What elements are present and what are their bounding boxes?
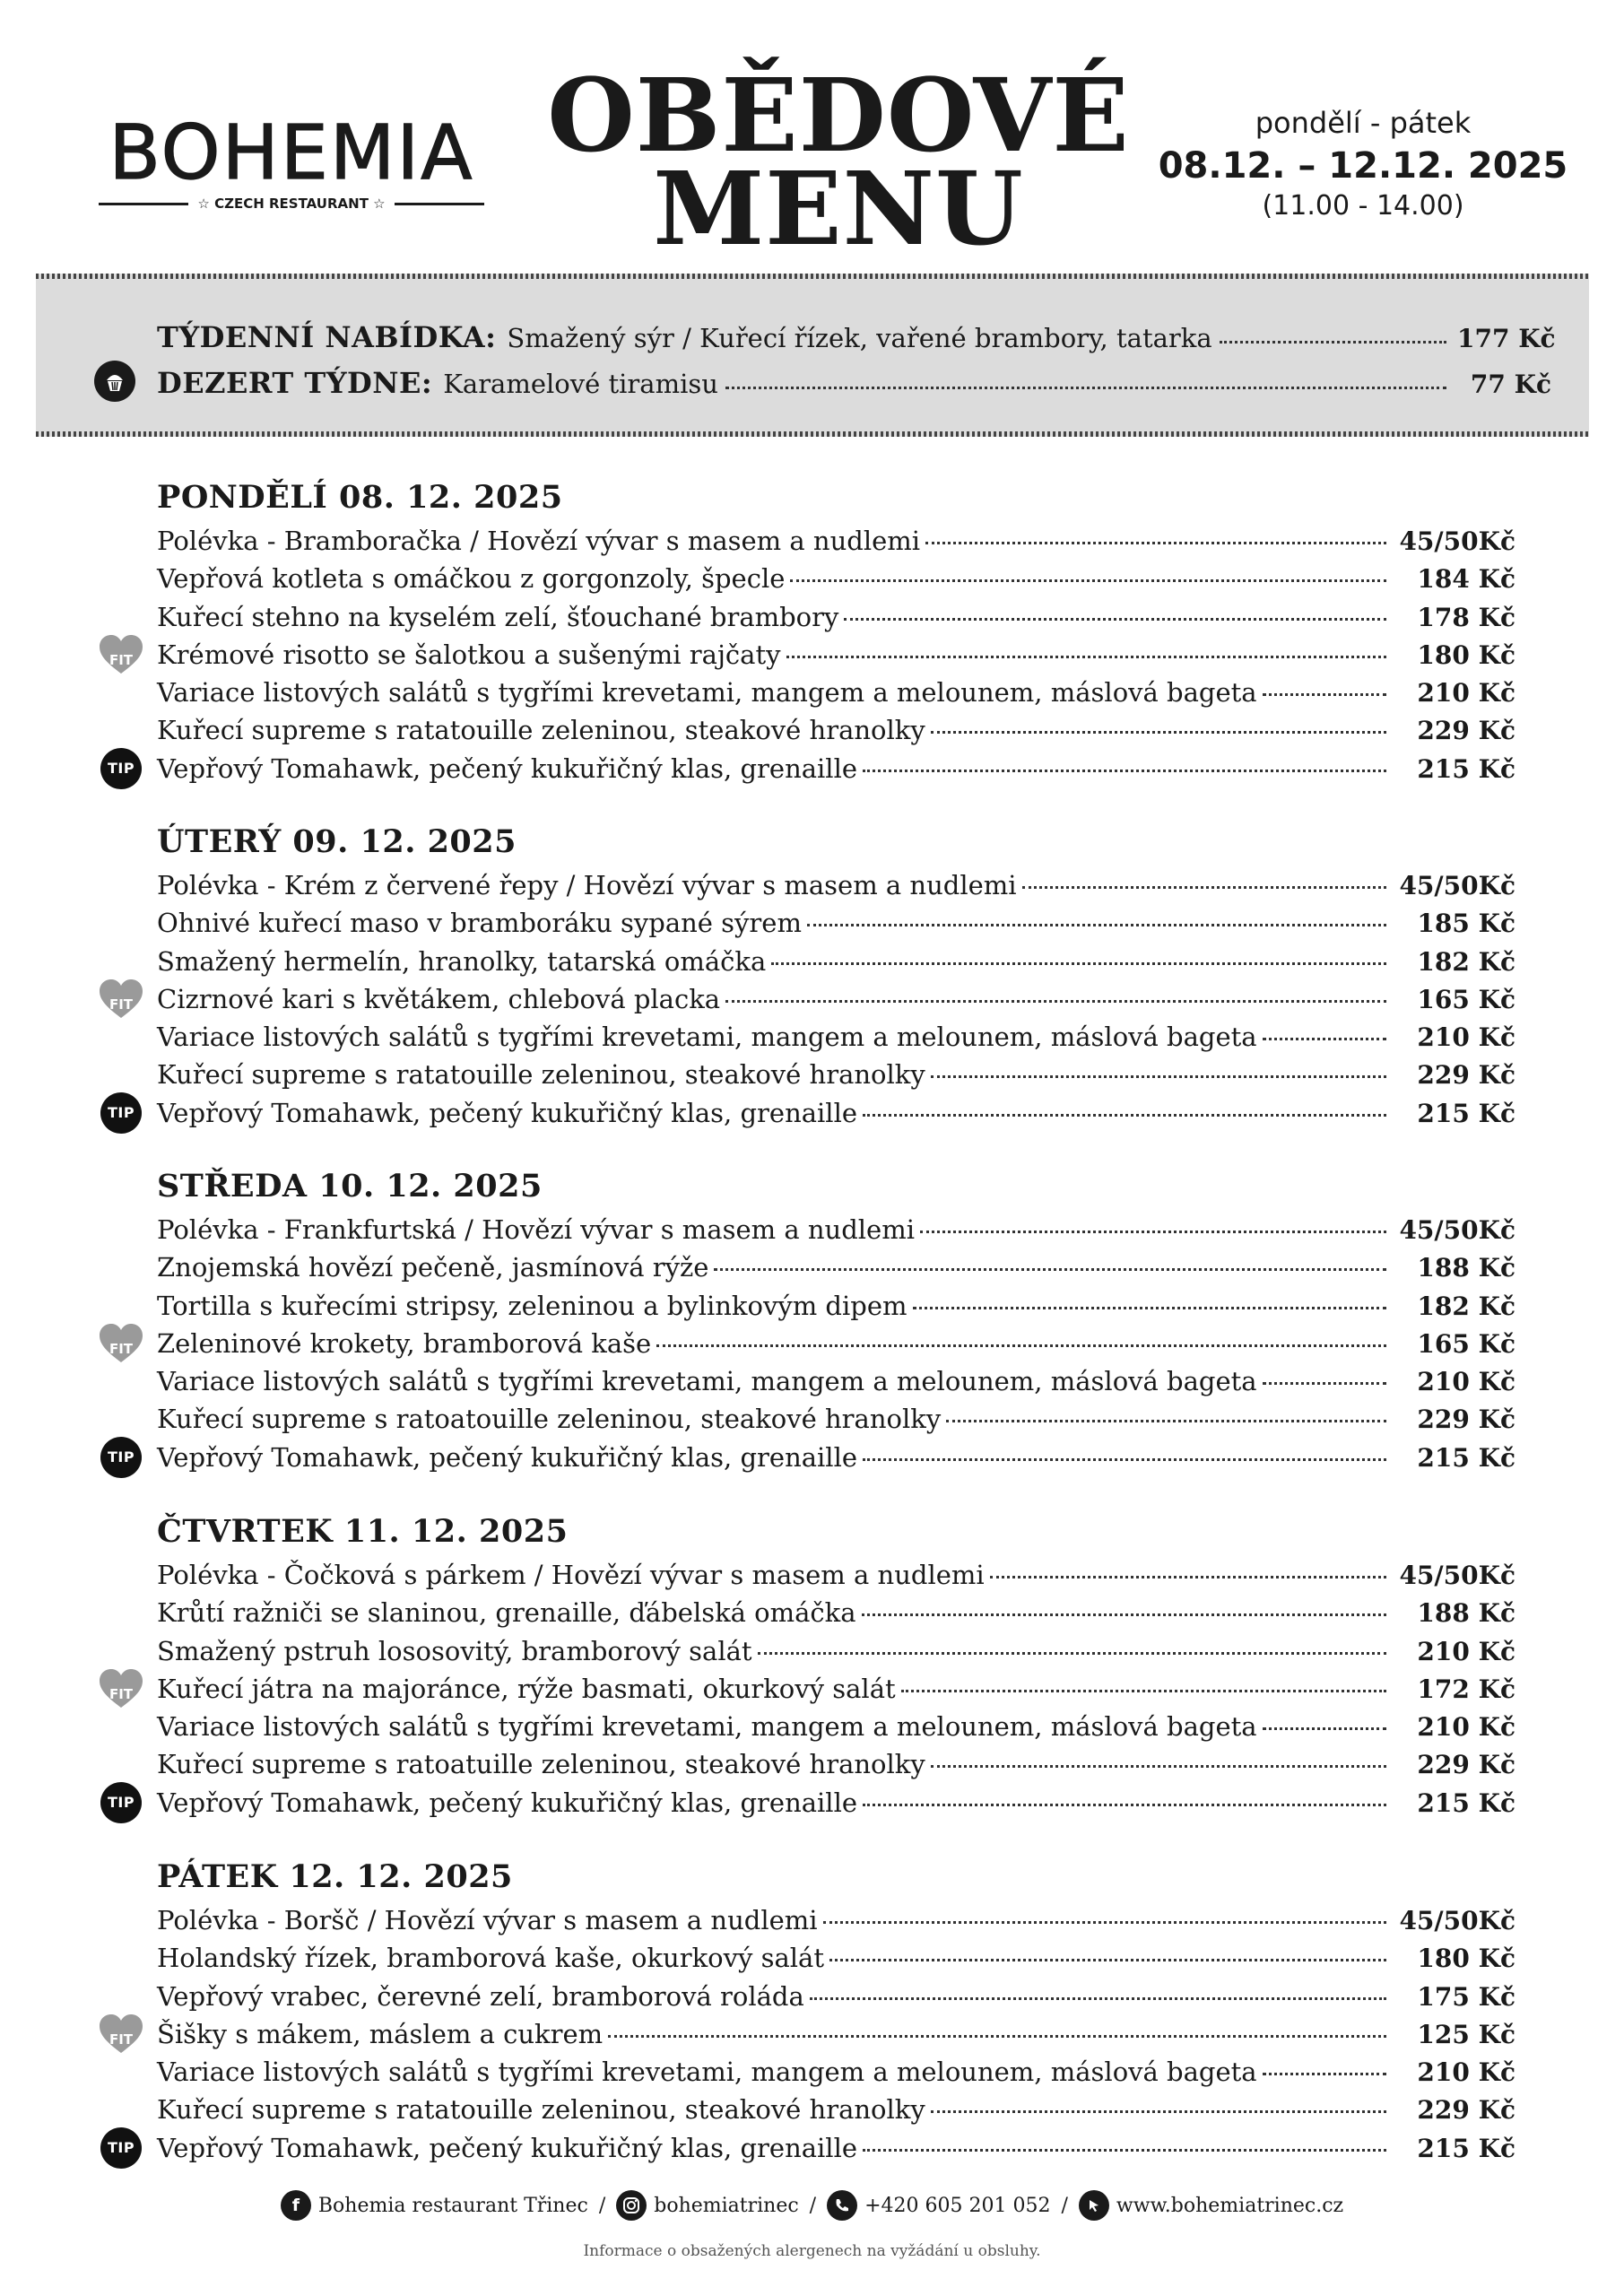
logo-rule-right (395, 203, 484, 205)
fit-badge (98, 636, 144, 674)
menu-item-price: 210 Kč (1417, 1636, 1515, 1666)
menu-item-name: Vepřový Tomahawk, pečený kukuřičný klas, grenaille (157, 1787, 858, 1818)
menu-item-price: 210 Kč (1417, 1367, 1515, 1397)
menu-item-price: 45/50Kč (1399, 1906, 1515, 1935)
menu-item-price: 165 Kč (1417, 984, 1515, 1014)
weekly-dessert-row (157, 366, 1551, 400)
menu-item (157, 711, 1515, 749)
menu-item (107, 1094, 1515, 1132)
menu-item-name: Polévka - Bramboračka / Hovězí vývar s masem a nudlemi (157, 526, 921, 556)
menu-item (107, 1784, 1515, 1822)
menu-item-price: 229 Kč (1417, 1750, 1515, 1780)
menu-item (157, 1287, 1515, 1325)
menu-item-name: Kuřecí supreme s ratatouille zeleninou, steakové hranolky (157, 715, 925, 746)
menu-item (109, 1325, 1515, 1362)
menu-item (157, 1632, 1515, 1670)
menu-item-name: Tortilla s kuřecími stripsy, zeleninou a bylinkovým dipem (157, 1290, 908, 1321)
fit-heart-icon (98, 978, 144, 1020)
menu-item (157, 943, 1515, 980)
menu-item (157, 1056, 1515, 1093)
menu-item (157, 1211, 1515, 1248)
menu-item (109, 980, 1515, 1018)
logo-wordmark: BOHEMIA (109, 109, 474, 196)
tip-icon: TIP (100, 1092, 142, 1134)
fit-label: FIT (109, 2031, 134, 2048)
menu-item-price: 45/50Kč (1399, 526, 1515, 556)
phone-number[interactable]: +420 605 201 052 (864, 2194, 1051, 2217)
menu-item-price: 210 Kč (1417, 2057, 1515, 2088)
fit-label: FIT (109, 1340, 134, 1357)
phone-icon (827, 2190, 857, 2221)
dot-leader (901, 1690, 1386, 1692)
menu-item-name: Kuřecí stehno na kyselém zelí, šťouchané brambory (157, 601, 839, 632)
menu-item (109, 2015, 1515, 2053)
instagram-link[interactable]: bohemiatrinec (654, 2194, 799, 2217)
dot-leader (863, 1804, 1386, 1806)
dot-leader (931, 1765, 1386, 1768)
logo-subtitle: ☆ CZECH RESTAURANT ☆ (197, 196, 386, 212)
menu-item (109, 1670, 1515, 1708)
tip-icon: TIP (100, 1437, 142, 1478)
restaurant-logo (99, 109, 484, 212)
dot-leader (656, 1344, 1386, 1347)
dot-leader (1263, 1727, 1386, 1730)
menu-item-price: 182 Kč (1417, 946, 1515, 977)
fit-badge (98, 2015, 144, 2053)
menu-item-price: 188 Kč (1417, 1253, 1515, 1283)
menu-item-price: 215 Kč (1417, 753, 1515, 784)
day-title: ÚTERÝ 09. 12. 2025 (157, 823, 517, 860)
menu-item-name: Šišky s mákem, máslem a cukrem (157, 2018, 604, 2049)
menu-item-name: Vepřový Tomahawk, pečený kukuřičný klas, grenaille (157, 1097, 858, 1128)
menu-item-name: Polévka - Frankfurtská / Hovězí vývar s masem a nudlemi (157, 1214, 915, 1245)
menu-item-name: Kuřecí supreme s ratatouille zeleninou, steakové hranolky (157, 1059, 925, 1091)
dot-leader (931, 2110, 1386, 2113)
fit-label: FIT (109, 996, 134, 1013)
menu-item (157, 1018, 1515, 1056)
menu-item-price: 45/50Kč (1399, 871, 1515, 900)
dot-leader (920, 1231, 1386, 1233)
menu-item-name: Vepřový Tomahawk, pečený kukuřičný klas, grenaille (157, 2132, 858, 2163)
dot-leader (725, 1000, 1386, 1003)
tip-badge (98, 1439, 144, 1476)
weekly-offer-box (36, 274, 1589, 437)
dot-leader (913, 1307, 1387, 1309)
menu-item-name: Kuřecí játra na majoránce, rýže basmati, okurkový salát (157, 1673, 896, 1704)
day-section (107, 818, 1515, 1132)
cupcake-icon (94, 361, 135, 402)
menu-item-name: Polévka - Boršč / Hovězí vývar s masem a nudlemi (157, 1905, 818, 1935)
facebook-link[interactable]: Bohemia restaurant Třinec (317, 2194, 588, 2217)
fit-badge (98, 1325, 144, 1362)
menu-item-price: 229 Kč (1417, 716, 1515, 746)
menu-item-name: Smažený pstruh lososovitý, bramborový salát (157, 1635, 752, 1666)
menu-item-price: 180 Kč (1417, 1944, 1515, 1974)
menu-item (157, 1939, 1515, 1977)
weekly-offer-label: TÝDENNÍ NABÍDKA: (157, 320, 497, 354)
fit-badge (98, 1670, 144, 1708)
menu-item-price: 215 Kč (1417, 1442, 1515, 1473)
menu-item-price: 229 Kč (1417, 2095, 1515, 2126)
menu-item-name: Zeleninové krokety, bramborová kaše (157, 1327, 652, 1359)
fit-heart-icon (98, 2013, 144, 2055)
tip-badge (98, 2129, 144, 2167)
menu-item (157, 1556, 1515, 1594)
dot-leader (1022, 886, 1386, 889)
menu-item (157, 598, 1515, 636)
footer-separator: / (809, 2194, 817, 2217)
fit-heart-icon (98, 634, 144, 675)
menu-item-price: 165 Kč (1417, 1328, 1515, 1359)
day-title: STŘEDA 10. 12. 2025 (157, 1168, 543, 1205)
dot-leader (807, 924, 1386, 926)
dot-leader (863, 1114, 1386, 1117)
tip-icon: TIP (100, 748, 142, 789)
menu-item (109, 636, 1515, 674)
dot-leader (810, 1997, 1386, 2000)
day-section (107, 1162, 1515, 1476)
menu-item-price: 125 Kč (1417, 2019, 1515, 2049)
menu-item (157, 1708, 1515, 1745)
dot-leader (725, 387, 1446, 389)
menu-item-name: Kuřecí supreme s ratoatuille zeleninou, steakové hranolky (157, 1749, 925, 1780)
menu-item (157, 1978, 1515, 2015)
menu-item-price: 215 Kč (1417, 2133, 1515, 2163)
menu-item-price: 182 Kč (1417, 1291, 1515, 1321)
tip-icon: TIP (100, 1782, 142, 1823)
menu-item (107, 2129, 1515, 2167)
footer-separator: / (598, 2194, 606, 2217)
menu-item (157, 522, 1515, 560)
day-title: PONDĚLÍ 08. 12. 2025 (157, 479, 563, 516)
instagram-icon (616, 2190, 647, 2221)
logo-rule-left (99, 203, 188, 205)
menu-item-price: 178 Kč (1417, 602, 1515, 632)
menu-item (157, 1362, 1515, 1400)
dot-leader (863, 2149, 1386, 2152)
dot-leader (786, 656, 1386, 658)
menu-item (157, 1901, 1515, 1939)
menu-item-name: Vepřový vrabec, čerevné zelí, bramborová roláda (157, 1980, 804, 2012)
day-section (107, 1853, 1515, 2167)
menu-item-name: Kuřecí supreme s ratatouille zeleninou, steakové hranolky (157, 2094, 925, 2126)
menu-item-price: 210 Kč (1417, 1712, 1515, 1743)
menu-item-name: Variace listových salátů s tygřími krevetami, mangem a melounem, máslová bageta (157, 677, 1257, 709)
dot-leader (1263, 693, 1386, 696)
dot-leader (863, 1458, 1386, 1461)
dot-leader (1263, 1038, 1386, 1040)
dot-leader (1220, 341, 1446, 344)
website-link[interactable]: www.bohemiatrinec.cz (1116, 2194, 1344, 2217)
fit-label: FIT (109, 651, 134, 668)
menu-item-price: 45/50Kč (1399, 1561, 1515, 1590)
dot-leader (990, 1576, 1386, 1578)
dot-leader (829, 1959, 1386, 1961)
day-section (107, 1508, 1515, 1822)
menu-item (157, 1248, 1515, 1286)
menu-item-price: 210 Kč (1417, 678, 1515, 709)
page-title (502, 57, 1175, 269)
menu-item-price: 184 Kč (1417, 564, 1515, 595)
weekly-offer-price: 177 Kč (1457, 324, 1556, 353)
menu-item (157, 1400, 1515, 1438)
menu-item-price: 229 Kč (1417, 1405, 1515, 1435)
dot-leader (863, 770, 1386, 772)
dot-leader (790, 579, 1386, 582)
fit-heart-icon (98, 1668, 144, 1709)
menu-item-name: Variace listových salátů s tygřími krevetami, mangem a melounem, máslová bageta (157, 1022, 1257, 1053)
dot-leader (608, 2035, 1386, 2038)
logo-subtitle-row (99, 196, 484, 212)
menu-item-price: 172 Kč (1417, 1674, 1515, 1704)
menu-item-name: Cizrnové kari s květákem, chlebová placka (157, 983, 721, 1014)
dot-leader (946, 1420, 1386, 1422)
fit-label: FIT (109, 1685, 134, 1702)
menu-item-name: Polévka - Krém z červené řepy / Hovězí vývar s masem a nudlemi (157, 870, 1017, 900)
dot-leader (844, 618, 1386, 621)
tip-icon: TIP (100, 2127, 142, 2169)
menu-item (157, 904, 1515, 942)
tip-badge (98, 1784, 144, 1822)
date-info (1157, 106, 1569, 222)
dot-leader (931, 1075, 1386, 1078)
menu-item-name: Holandský řízek, bramborová kaše, okurkový salát (157, 1943, 824, 1974)
footer-separator: / (1061, 2194, 1068, 2217)
weekly-dessert-desc: Karamelové tiramisu (443, 369, 718, 399)
menu-item-price: 215 Kč (1417, 1787, 1515, 1818)
weekly-offer-desc: Smažený sýr / Kuřecí řízek, vařené brambory, tatarka (507, 323, 1212, 353)
menu-item (157, 1594, 1515, 1631)
menu-item (157, 560, 1515, 597)
menu-item-price: 185 Kč (1417, 909, 1515, 939)
menu-item-name: Krůtí ražniči se slaninou, grenaille, ďábelská omáčka (157, 1597, 856, 1629)
dot-leader (714, 1268, 1386, 1271)
menu-item-price: 210 Kč (1417, 1022, 1515, 1053)
dot-leader (823, 1921, 1386, 1924)
title-line-2: MENU (653, 151, 1024, 269)
menu-item-name: Smažený hermelín, hranolky, tatarská omáčka (157, 945, 767, 977)
days-range: pondělí - pátek (1255, 106, 1472, 140)
tip-badge (98, 750, 144, 787)
fit-heart-icon (98, 1323, 144, 1364)
menu-item-name: Variace listových salátů s tygřími krevetami, mangem a melounem, máslová bageta (157, 1366, 1257, 1397)
menu-item-name: Variace listových salátů s tygřími krevetami, mangem a melounem, máslová bageta (157, 2057, 1257, 2088)
tip-badge (98, 1094, 144, 1132)
menu-item-name: Vepřová kotleta s omáčkou z gorgonzoly, špecle (157, 563, 786, 595)
dot-leader (758, 1652, 1386, 1655)
menu-item-price: 180 Kč (1417, 639, 1515, 670)
date-range: 08.12. – 12.12. 2025 (1158, 145, 1568, 187)
menu-item-name: Variace listových salátů s tygřími krevetami, mangem a melounem, máslová bageta (157, 1711, 1257, 1743)
menu-item-name: Krémové risotto se šalotkou a sušenými rajčaty (157, 639, 781, 670)
weekly-dessert-price: 77 Kč (1470, 370, 1551, 399)
menu-item-price: 215 Kč (1417, 1098, 1515, 1128)
menu-item-name: Ohnivé kuřecí maso v bramboráku sypané sýrem (157, 908, 802, 939)
menu-item-name: Znojemská hovězí pečeně, jasmínová rýže (157, 1252, 709, 1283)
dot-leader (931, 731, 1386, 734)
weekly-dessert-label: DEZERT TÝDNE: (157, 366, 433, 400)
serving-hours: (11.00 - 14.00) (1262, 190, 1464, 222)
dot-leader (1263, 2073, 1386, 2075)
menu-item (107, 750, 1515, 787)
title-line-1: OBĚDOVÉ (547, 57, 1130, 175)
day-title: PÁTEK 12. 12. 2025 (157, 1858, 513, 1895)
menu-item-price: 45/50Kč (1399, 1215, 1515, 1245)
footer-contacts (0, 2190, 1624, 2221)
day-title: ČTVRTEK 11. 12. 2025 (157, 1513, 569, 1550)
menu-item-name: Vepřový Tomahawk, pečený kukuřičný klas, grenaille (157, 1441, 858, 1473)
menu-item-price: 188 Kč (1417, 1598, 1515, 1629)
dot-leader (771, 962, 1386, 965)
dot-leader (862, 1613, 1386, 1616)
menu-item (157, 674, 1515, 711)
menu-item-name: Vepřový Tomahawk, pečený kukuřičný klas, grenaille (157, 752, 858, 784)
menu-item (107, 1439, 1515, 1476)
menu-item (157, 1745, 1515, 1783)
day-section (107, 474, 1515, 787)
menu-item-name: Polévka - Čočková s párkem / Hovězí vývar s masem a nudlemi (157, 1560, 985, 1590)
menu-item-price: 175 Kč (1417, 1981, 1515, 2012)
dot-leader (1263, 1382, 1386, 1385)
allergen-note: Informace o obsažených alergenech na vyžádání u obsluhy. (583, 2242, 1041, 2260)
menu-item-price: 229 Kč (1417, 1060, 1515, 1091)
fit-badge (98, 980, 144, 1018)
web-cursor-icon (1079, 2190, 1109, 2221)
facebook-icon: f (281, 2190, 311, 2221)
menu-item (157, 2053, 1515, 2091)
dot-leader (925, 542, 1386, 544)
menu-item (157, 2091, 1515, 2128)
menu-item-name: Kuřecí supreme s ratoatouille zeleninou, steakové hranolky (157, 1404, 942, 1435)
weekly-offer-row (157, 320, 1556, 354)
menu-item (157, 866, 1515, 904)
